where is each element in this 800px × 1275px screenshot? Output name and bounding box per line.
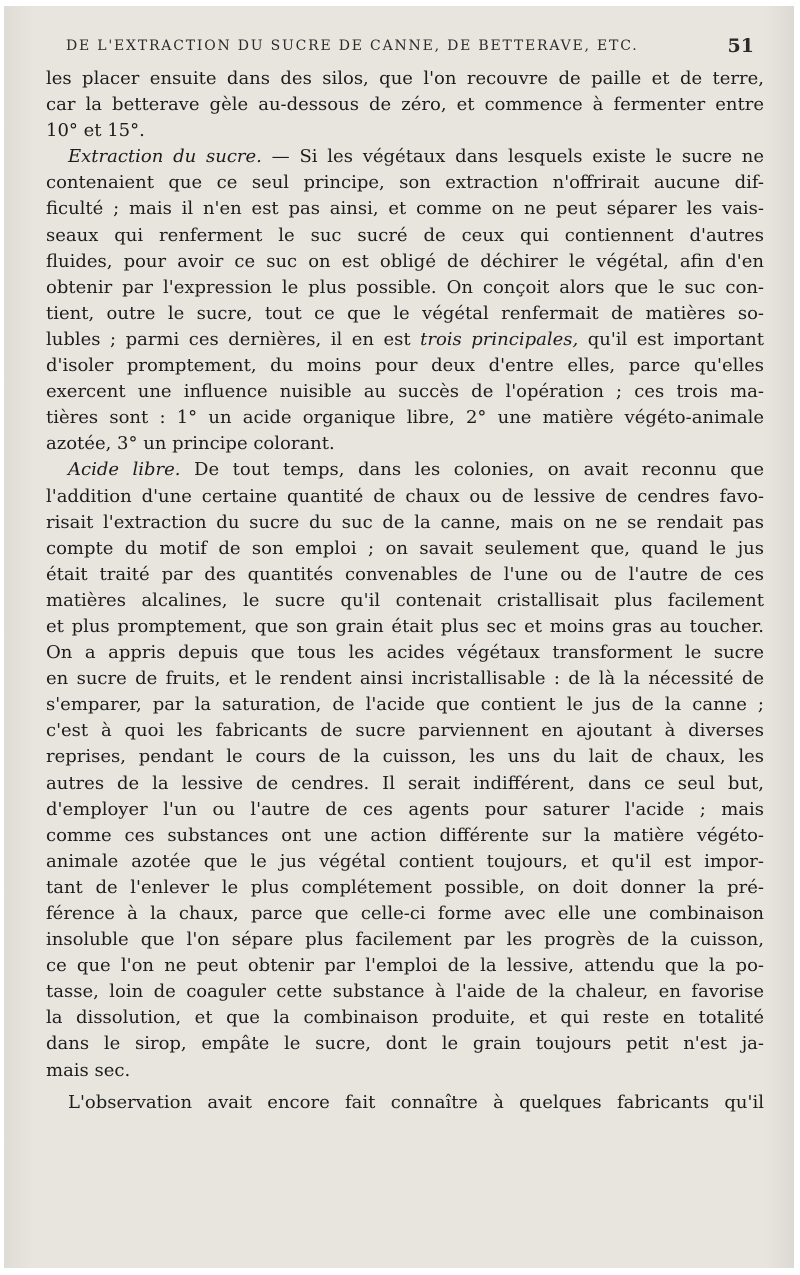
text-line: mais sec. [46, 1059, 131, 1081]
text-line-with-italic [46, 327, 764, 353]
running-head: DE L'EXTRACTION DU SUCRE DE CANNE, DE BETTERAVE, ETC. [66, 38, 639, 54]
paragraph-start-line [46, 457, 764, 483]
text-line: animale azotée que le jus végétal contient toujours, et qu'il est impor- [46, 850, 764, 872]
text-line: s'emparer, par la saturation, de l'acide que contient le jus de la canne ; [46, 694, 764, 716]
text-line: autres de la lessive de cendres. Il serait indifférent, dans ce seul but, [46, 772, 764, 794]
text-line: d'isoler promptement, du moins pour deux d'entre elles, parce qu'elles [46, 355, 764, 377]
text-line: matières alcalines, le sucre qu'il contenait cristallisait plus facilement [46, 589, 764, 611]
text-line: reprises, pendant le cours de la cuisson, les uns du lait de chaux, les [46, 746, 764, 768]
text-line: tières sont : 1° un acide organique libre, 2° une matière végéto-animale [46, 407, 764, 429]
text-line: en sucre de fruits, et le rendent ainsi incristallisable : de là la nécessité de [46, 668, 764, 690]
text-line: d'employer l'un ou l'autre de ces agents pour saturer l'acide ; mais [46, 798, 764, 820]
text-line: la dissolution, et que la combinaison produite, et qui reste en totalité [46, 1007, 764, 1029]
text-fragment: qu'il est important [578, 328, 764, 350]
text-line: car la betterave gèle au-dessous de zéro, et commence à fermenter entre [46, 94, 764, 116]
text-line: On a appris depuis que tous les acides végétaux transforment le sucre [46, 642, 764, 664]
text-line: dans le sirop, empâte le sucre, dont le grain toujours petit n'est ja- [46, 1033, 764, 1055]
text-line: et plus promptement, que son grain était plus sec et moins gras au toucher. [46, 615, 764, 637]
text-line: ce que l'on ne peut obtenir par l'emploi de la lessive, attendu que la po- [46, 955, 764, 977]
text-line: exercent une influence nuisible au succès de l'opération ; ces trois ma- [46, 381, 764, 403]
text-line: 10° et 15°. [46, 120, 145, 142]
text-line: tient, outre le sucre, tout ce que le végétal renfermait de matières so- [46, 302, 764, 324]
book-page [4, 6, 794, 1268]
section-heading-extraction-du-sucre: Extraction du sucre. [68, 146, 262, 168]
italic-phrase: trois principales, [420, 328, 579, 350]
text-line: azotée, 3° un principe colorant. [46, 433, 335, 455]
text-line: férence à la chaux, parce que celle-ci forme avec elle une combinaison [46, 903, 764, 924]
text-line: les placer ensuite dans des silos, que l'on recouvre de paille et de terre, [46, 68, 764, 89]
text-line: ficulté ; mais il n'en est pas ainsi, et comme on ne peut séparer les vais- [46, 198, 764, 220]
text-line: L'observation avait encore fait connaître à quelques fabricants qu'il [68, 1091, 764, 1113]
text-line: compte du motif de son emploi ; on savait seulement que, quand le jus [46, 537, 764, 559]
paragraph-start-line [46, 144, 764, 170]
page-number: 51 [727, 35, 754, 57]
text-line: risait l'extraction du sucre du suc de la canne, mais on ne se rendait pas [46, 511, 764, 533]
text-line: insoluble que l'on sépare plus facilement par les progrès de la cuisson, [46, 929, 764, 951]
page-header [66, 36, 758, 58]
text-line: c'est à quoi les fabricants de sucre parviennent en ajoutant à diverses [46, 720, 764, 742]
text-line: obtenir par l'expression le plus possible. On conçoit alors que le suc con- [46, 276, 764, 298]
text-line: l'addition d'une certaine quantité de chaux ou de lessive de cendres favo- [46, 485, 764, 507]
section-heading-acide-libre: Acide libre. [68, 459, 181, 481]
text-line: tasse, loin de coaguler cette substance à l'aide de la chaleur, en favorise [46, 981, 764, 1003]
text-line: fluides, pour avoir ce suc on est obligé de déchirer le végétal, afin d'en [46, 250, 764, 272]
text-line: tant de l'enlever le plus complétement possible, on doit donner la pré- [46, 876, 764, 898]
text-line: comme ces substances ont une action différente sur la matière végéto- [46, 824, 764, 846]
text-fragment: lubles ; parmi ces dernières, il en est [46, 328, 421, 350]
text-line: était traité par des quantités convenables de l'une ou de l'autre de ces [46, 563, 764, 585]
text-line: seaux qui renferment le suc sucré de ceux qui contiennent d'autres [46, 224, 764, 246]
text-line: contenaient que ce seul principe, son extraction n'offrirait aucune dif- [46, 172, 764, 194]
text-fragment: — Si les végétaux dans lesquels existe le sucre ne [261, 146, 764, 168]
body-text [46, 66, 764, 1116]
text-fragment: De tout temps, dans les colonies, on avait reconnu que [180, 459, 764, 481]
